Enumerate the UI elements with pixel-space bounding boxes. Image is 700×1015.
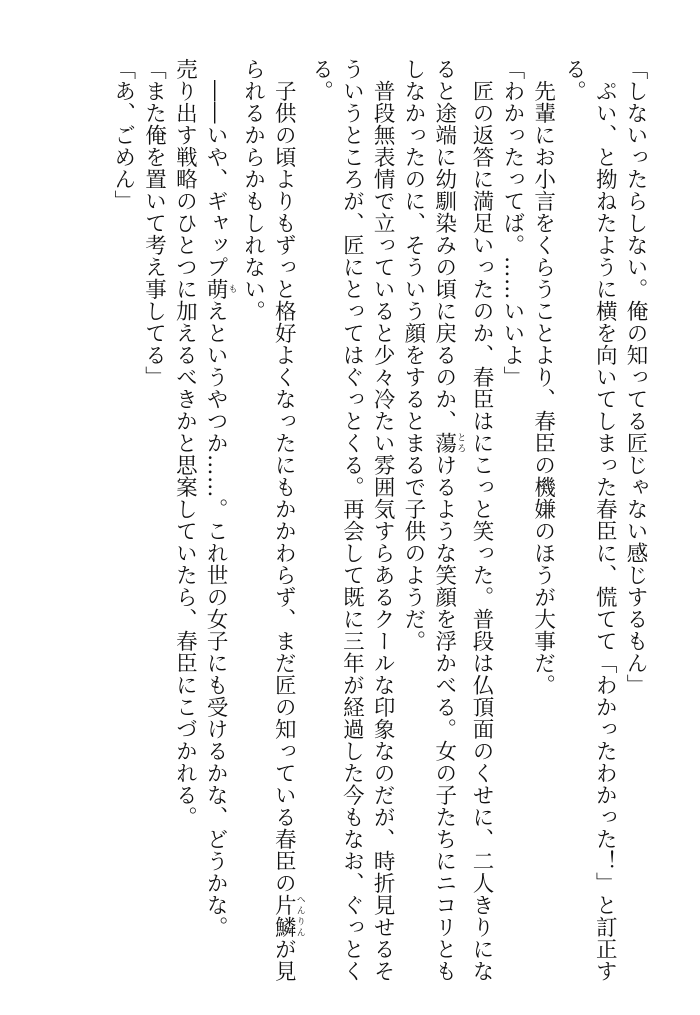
text-line-15: 売り出す戦略のひとつに加えるべきかと思案していたら、春臣にこづかれる。 bbox=[172, 58, 198, 828]
text-line-7: ると途端に幼馴染みの頃に戻るのか、蕩とろけるような笑顔を浮かべる。女の子たちにニコリとも bbox=[431, 58, 466, 982]
text-line-13: られるからかもしれない。 bbox=[240, 58, 266, 322]
text-line-16: 「また俺を置いて考え事してる」 bbox=[141, 58, 167, 388]
text-line-17: 「あ、ごめん」 bbox=[110, 58, 136, 212]
text-line-6: 匠の返答に満足いったのか、春臣はにこっと笑った。普段は仏頂面のくせに、二人きりにな bbox=[469, 79, 495, 982]
text-line-8: しなかったのに、そういう顔をするとまるで子供のようだ。 bbox=[400, 58, 426, 652]
ruby-moe: 萌も bbox=[203, 277, 237, 300]
text-line-5: 「わかったってば。……いいよ」 bbox=[499, 58, 525, 388]
text-line-4: 先輩にお小言をくらうことより、春臣の機嫌のほうが大事だ。 bbox=[530, 79, 556, 696]
text-line-9: 普段無表情で立っていると少々冷たい雰囲気すらあるクールな印象なのだが、時折見せるそ bbox=[370, 79, 396, 982]
text-line-2: ぷい、と拗ねたように横を向いてしまった春臣に、慌てて「わかったわかった！」と訂正す bbox=[592, 79, 618, 982]
vertical-text-body bbox=[107, 58, 650, 982]
ruby-henrin: 片鱗へんりん bbox=[271, 893, 305, 938]
text-line-1: 「しないったらしない。俺の知ってる匠じゃない感じするもん」 bbox=[623, 58, 648, 696]
ruby-toro: 蕩とろ bbox=[431, 432, 466, 454]
text-line-12: 子供の頃よりもずっと格好よくなったにもかかわらず、まだ匠の知っている春臣の片鱗へんりんが見 bbox=[271, 79, 305, 982]
text-line-3: る。 bbox=[561, 58, 587, 102]
text-line-10: ういうところが、匠にとってはぐっとくる。再会して既に三年が経過した今もなお、ぐっとく bbox=[339, 58, 365, 982]
text-line-11: る。 bbox=[308, 58, 334, 102]
text-line-14: ――いや、ギャップ萌もえというやつか……。これ世の女子にも受けるかな、どうかな。 bbox=[203, 79, 237, 938]
